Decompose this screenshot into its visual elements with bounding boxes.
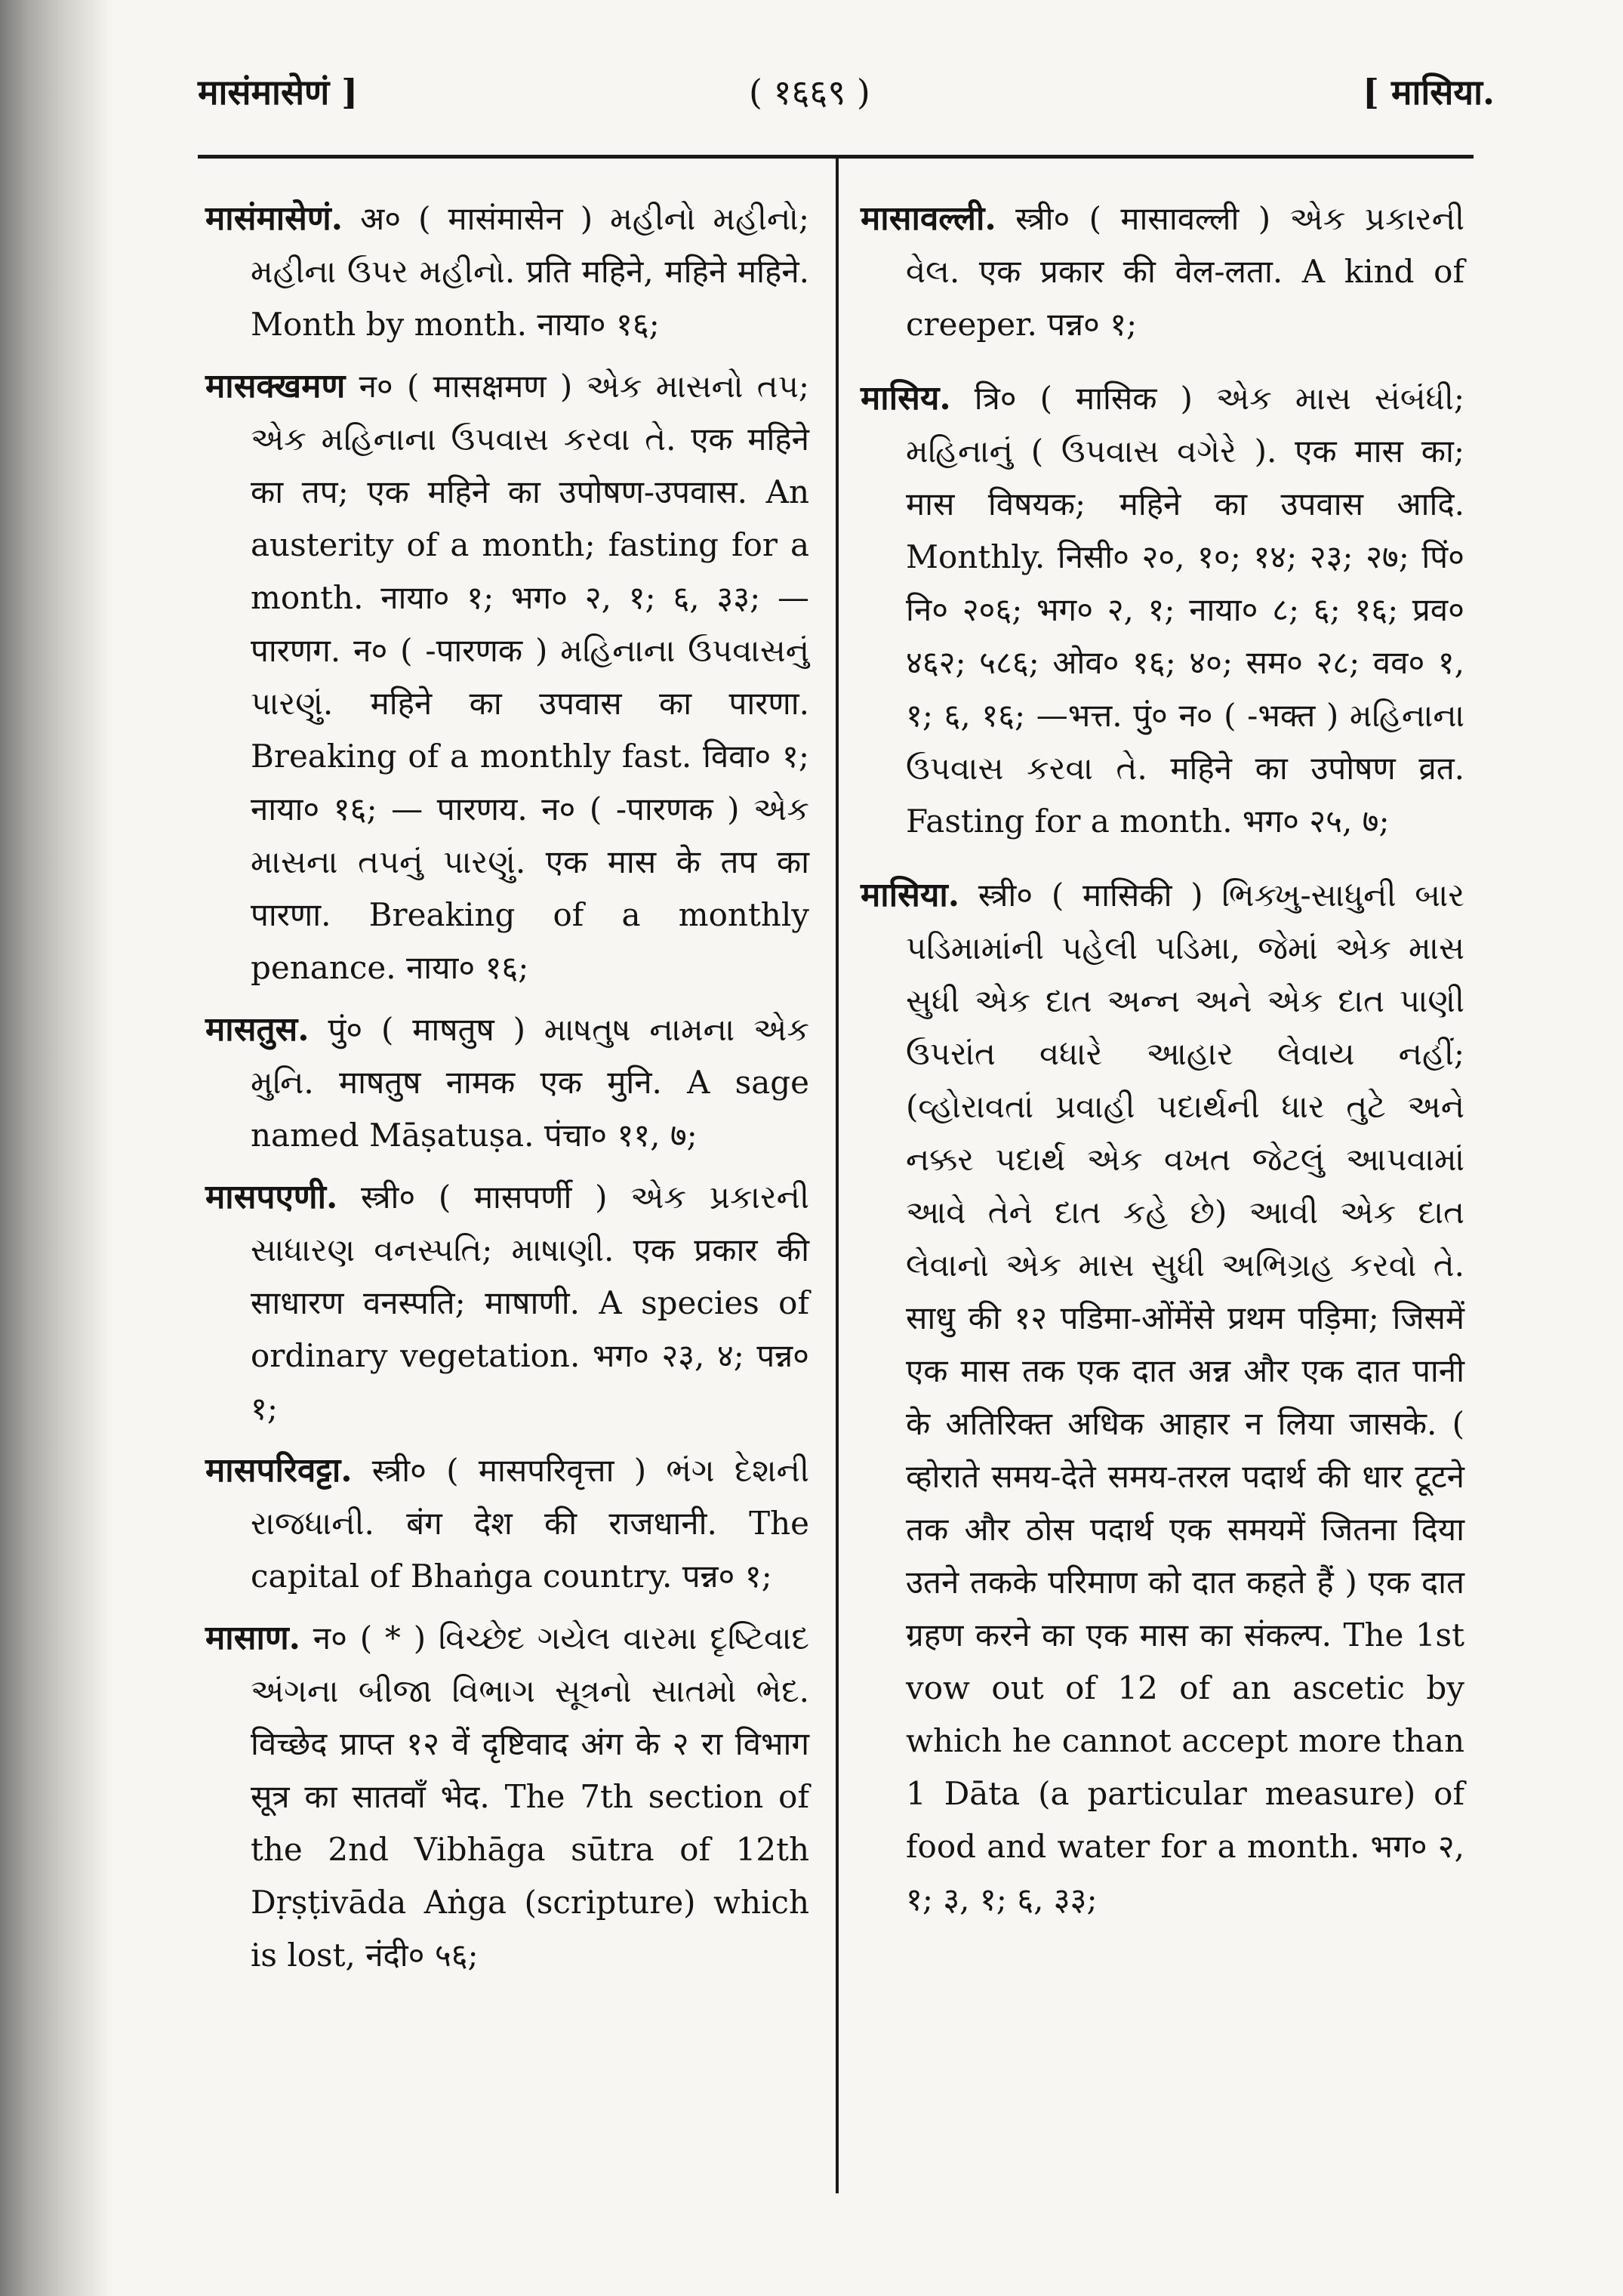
page-header xyxy=(198,60,1495,121)
entry-headword: मासक्खमण xyxy=(205,367,346,405)
dictionary-entry xyxy=(205,360,809,994)
column-divider xyxy=(836,155,839,2193)
entry-text: पुं० ( माषतुष ) માષતુષ નામના એક મુનિ. माषतुष नामक एक मुनि. A sage named Māṣatuṣa. पंचा० ११, ७; xyxy=(251,1011,810,1154)
header-right-guideword: [ मासिया. xyxy=(1363,72,1495,112)
entry-text: त्रि० ( मासिक ) એક માસ સંબંધી; મહિનાનું ( ઉપવાસ વગેરે ). एक मास का; मास विषयक; महिने का उपवास आदि. Monthly. निसी० २०, १०; १४; २३; २७; पिं० नि० २०६; भग० २, १; नाया० ८; ६; १६; प्रव० ४६२; ५८६; ओव० १६; ४०; सम० २८; वव० १, १; ६, १६; —भत्त. पुं० न० ( -भक्त ) મહિનાના ઉપવાસ કરવા તે. महिने का उपोषण व्रत. Fasting for a month. भग० २५, ७; xyxy=(906,380,1464,840)
dictionary-entry xyxy=(861,193,1464,351)
entry-headword: मासपरिवट्टा. xyxy=(205,1451,353,1490)
entry-text: न० ( * ) વિચ્છેદ ગયેલ વારમા દૃષ્ટિવાદ અંગના બીજા વિભાગ સૂત્રનો સાતમો ભેદ. विच्छेद प्राप्त १२ वें दृष्टिवाद अंग के २ रा विभाग सूत्र का सातवाँ भेद. The 7th section of the 2nd Vibhāga sūtra of 12th Dṛṣṭivāda Aṅga (scripture) which is lost, नंदी० ५६; xyxy=(251,1620,809,1974)
entry-text: स्त्री० ( मासिकी ) ભિક્ખુ-સાધુની બાર પડિમામાંની પહેલી પડિમા, જેમાં એક માસ સુધી એક દાત અન્ન અને એક દાત પાણી ઉપરાંત વધારે આહાર લેવાય નહીં; (વ્હોરાવતાં પ્રવાહી પદાર્થની ધાર તુટે અને નક્કર પદાર્થ એક વખત જેટલું આપવામાં આવે તેને દાત કહે છે) આવી એક દાત લેવાનો એક માસ સુધી અભિગ્રહ કરવો તે. साधु की १२ पडिमा-ओंमेंसे प्रथम पड़िमा; जिसमें एक मास तक एक दात अन्न और एक दात पानी के अतिरिक्त अधिक आहार न लिया जासके. ( व्होराते समय-देते समय-तरल पदार्थ की धार टूटने तक और ठोस पदार्थ एक समयमें जितना दिया उतने तकके परिमाण को दात कहते हैं ) एक दात ग्रहण करने का एक मास का संकल्प. The 1st vow out of 12 of an ascetic by which he cannot accept more than 1 Dāta (a particular measure) of food and water for a month. भग० २, १; ३, १; ६, ३३; xyxy=(906,877,1464,1918)
entry-headword: मासिया. xyxy=(861,876,960,914)
left-column xyxy=(205,193,809,1991)
dictionary-entry xyxy=(205,1612,809,1982)
dictionary-entry xyxy=(205,1171,809,1435)
right-column xyxy=(861,193,1464,1947)
entry-text: अ० ( मासंमासेन ) મહીનો મહીનો; મહીના ઉપર મહીનો. प्रति महिने, महिने महिने. Month by month. नाया० १६; xyxy=(251,200,809,343)
entry-text: स्त्री० ( मासपरिवृत्ता ) ભંગ દેશની રાજધાની. बंग देश की राजधानी. The capital of Bhaṅga country. पन्न० १; xyxy=(251,1452,809,1595)
entry-headword: मासाण. xyxy=(205,1619,300,1657)
entry-text: न० ( मासक्षमण ) એક માસનો તપ; એક મહિનાના ઉપવાસ કરવા તે. एक महिने का तप; एक महिने का उपोषण-उपवास. An austerity of a month; fasting for a month. नाया० १; भग० २, १; ६, ३३; —पारणग. न० ( -पारणक ) મહિનાના ઉપવાસનું પારણું. महिने का उपवास का पारणा. Breaking of a monthly fast. विवा० १; नाया० १६; — पारणय. न० ( -पारणक ) એક માસના તપનું પારણું. एक मास के तप का पारणा. Breaking of a monthly penance. नाया० १६; xyxy=(251,368,809,986)
dictionary-entry xyxy=(205,193,809,351)
entry-headword: मासंमासेणं. xyxy=(205,199,343,238)
dictionary-entry xyxy=(861,869,1464,1926)
entry-text: स्त्री० ( मासपर्णी ) એક પ્રકારની સાધારણ વનસ્પતિ; માષાણી. एक प्रकार की साधारण वनस्पति; माषाणी. A species of ordinary vegetation. भग० २३, ४; पन्न० १; xyxy=(251,1179,809,1427)
dictionary-entry xyxy=(861,372,1464,848)
book-binding-edge xyxy=(0,0,113,2296)
page-number: ( १६६९ ) xyxy=(749,72,870,112)
dictionary-entry xyxy=(205,1003,809,1162)
header-left-guideword: मासंमासेणं ] xyxy=(198,72,359,112)
entry-headword: मासतुस. xyxy=(205,1010,310,1049)
entry-headword: मासावल्ली. xyxy=(861,199,996,238)
entry-headword: मासपएणी. xyxy=(205,1178,338,1216)
entry-text: स्त्री० ( मासावल्ली ) એક પ્રકારની વેલ. एक प्रकार की वेल-लता. A kind of creeper. पन्न० १; xyxy=(906,200,1464,343)
dictionary-entry xyxy=(205,1444,809,1603)
entry-headword: मासिय. xyxy=(861,379,951,418)
